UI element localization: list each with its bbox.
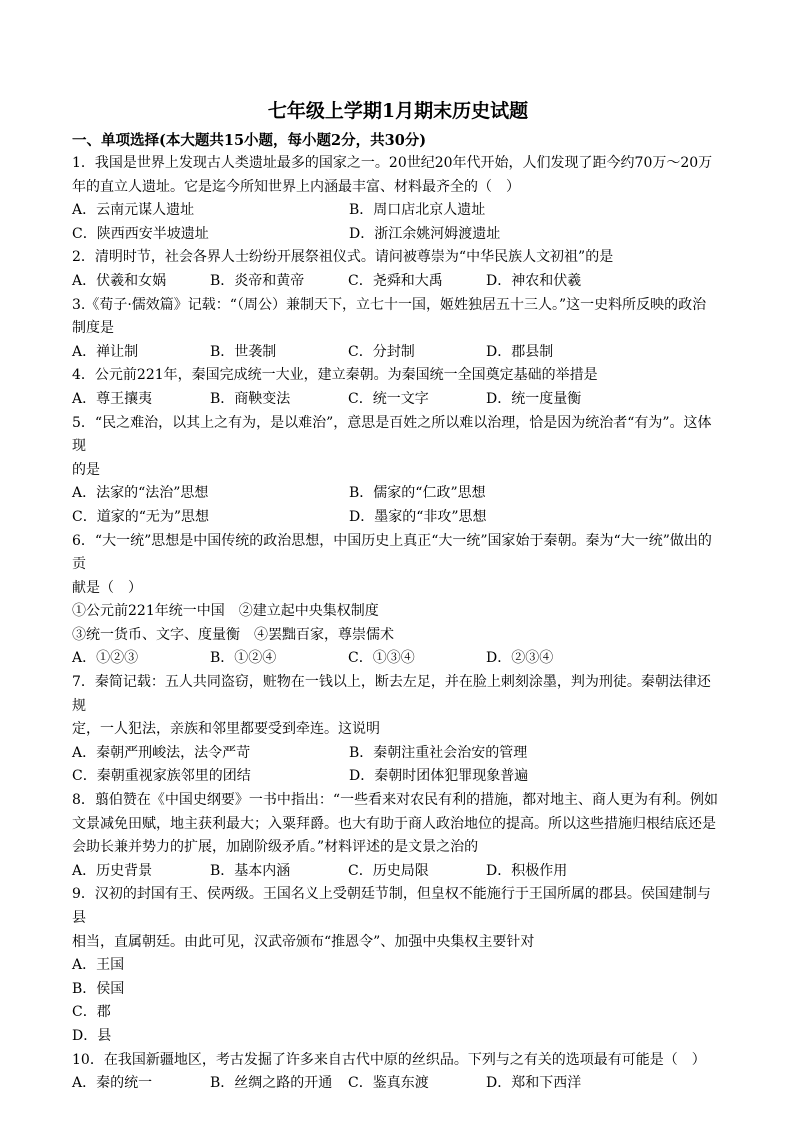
options-row xyxy=(72,647,724,671)
options-row xyxy=(72,860,724,884)
options-row xyxy=(72,223,724,247)
question-7 xyxy=(72,671,724,789)
option-d: D．神农和伏羲 xyxy=(486,272,582,289)
option-c: C．尧舜和大禹 xyxy=(348,272,443,289)
question-4 xyxy=(72,364,724,411)
option-b: B．儒家的“仁政”思想 xyxy=(349,485,486,502)
option-c: C．分封制 xyxy=(348,343,415,360)
question-6 xyxy=(72,530,724,672)
exam-page xyxy=(72,98,724,1096)
statement-line: ③统一货币、文字、度量衡 ④罢黜百家，尊崇儒术 xyxy=(72,626,394,643)
options-row xyxy=(72,482,724,506)
option-d: D．墨家的“非攻”思想 xyxy=(349,508,487,525)
option-b: B．丝绸之路的开通 xyxy=(210,1075,333,1092)
question-stem-line: 会助长兼并势力的扩展，加剧阶级矛盾。”材料评述的是文景之治的 xyxy=(72,839,479,856)
question-stem-line: 制度是 xyxy=(72,320,114,337)
option-b: B．①②④ xyxy=(210,650,277,667)
option-a: A．秦的统一 xyxy=(72,1075,153,1092)
question-stem-line: 献是（ ） xyxy=(72,579,142,596)
option-d: D．浙江余姚河姆渡遗址 xyxy=(349,225,501,242)
option-c: C．秦朝重视家族邻里的团结 xyxy=(72,768,251,785)
question-stem-line: 6．“大一统”思想是中国传统的政治思想，中国历史上真正“大一统”国家始于秦朝。秦为“大一统”做出的贡 xyxy=(72,532,712,573)
option-c: C．郡 xyxy=(72,1004,111,1021)
question-stem-line: 年的直立人遗址。它是迄今所知世界上内涵最丰富、材料最齐全的（ ） xyxy=(72,178,520,195)
option-b: B．世袭制 xyxy=(210,343,277,360)
question-1 xyxy=(72,152,724,246)
question-stem-line: 5．“民之难治，以其上之有为，是以难治”，意思是百姓之所以难以治理，恰是因为统治者“有为”。这体现 xyxy=(72,414,712,455)
option-b: B．秦朝注重社会治安的管理 xyxy=(349,744,528,761)
options-row xyxy=(72,765,724,789)
option-c: C．统一文字 xyxy=(348,390,429,407)
page-title: 七年级上学期1月期末历史试题 xyxy=(267,100,529,122)
question-stem-line: 9．汉初的封国有王、侯两级。王国名义上受朝廷节制，但皇权不能施行于王国所属的郡县。侯国建制与县 xyxy=(72,886,711,926)
question-stem-line: 相当，直属朝廷。由此可见，汉武帝颁布“推恩令”、加强中央集权主要针对 xyxy=(72,933,535,950)
option-d: D．县 xyxy=(72,1027,112,1044)
option-d: D．统一度量衡 xyxy=(486,390,582,407)
option-c: C．道家的“无为”思想 xyxy=(72,508,210,525)
options-row xyxy=(72,506,724,530)
question-8 xyxy=(72,789,724,883)
option-d: D．郑和下西洋 xyxy=(486,1075,582,1092)
option-c: C．①③④ xyxy=(348,650,415,667)
option-a: A．伏羲和女娲 xyxy=(72,272,167,289)
question-stem-line: 8．翦伯赞在《中国史纲要》一书中指出：“一些看来对农民有利的措施，都对地主、商人更为有利。例如 xyxy=(72,792,719,809)
question-10 xyxy=(72,1049,724,1096)
option-c: C．历史局限 xyxy=(348,862,429,879)
question-stem-line: 3.《荀子·儒效篇》记载：“（周公）兼制天下，立七十一国，姬姓独居五十三人。”这一史料所反映的政治 xyxy=(72,296,707,313)
options-row xyxy=(72,341,724,365)
option-d: D．②③④ xyxy=(486,650,554,667)
question-stem-line: 7．秦简记载：五人共同盗窃，赃物在一钱以上，断去左足，并在脸上刺刻涂墨，判为刑徒。秦朝法律还规 xyxy=(72,674,711,714)
question-3 xyxy=(72,294,724,365)
question-9 xyxy=(72,883,724,1048)
options-row xyxy=(72,742,724,766)
question-stem-line: 文景减免田赋，地主获利最大；入粟拜爵。也大有助于商人政治地位的提高。所以这些措施归根结底还是 xyxy=(72,815,716,832)
option-a: A．①②③ xyxy=(72,650,139,667)
options-row xyxy=(72,199,724,223)
option-a: A．秦朝严刑峻法，法令严苛 xyxy=(72,744,251,761)
section-heading: 一、单项选择(本大题共15小题，每小题2分，共30分) xyxy=(72,132,427,149)
question-stem-line: 1．我国是世界上发现古人类遗址最多的国家之一。20世纪20年代开始，人们发现了距今约70万～20万 xyxy=(72,155,713,171)
option-c: C．陕西西安半坡遗址 xyxy=(72,225,209,242)
option-a: A．历史背景 xyxy=(72,862,153,879)
option-d: D．秦朝时团体犯罪现象普遍 xyxy=(349,768,529,785)
statement-line: ①公元前221年统一中国 ②建立起中央集权制度 xyxy=(72,603,379,620)
option-d: D．郡县制 xyxy=(486,343,554,360)
option-b: B．基本内涵 xyxy=(210,862,291,879)
question-stem-line: 2．清明时节，社会各界人士纷纷开展祭祖仪式。请问被尊崇为“中华民族人文初祖”的是 xyxy=(72,249,614,266)
option-b: B．炎帝和黄帝 xyxy=(210,272,305,289)
option-a: A．尊王攘夷 xyxy=(72,390,153,407)
option-a: A．云南元谋人遗址 xyxy=(72,202,195,219)
question-2 xyxy=(72,246,724,293)
option-d: D．积极作用 xyxy=(486,862,568,879)
option-b: B．商鞅变法 xyxy=(210,390,291,407)
option-c: C．鉴真东渡 xyxy=(348,1075,429,1092)
option-a: A．法家的“法治”思想 xyxy=(72,485,209,502)
options-row xyxy=(72,270,724,294)
option-b: B．侯国 xyxy=(72,980,125,997)
question-5 xyxy=(72,412,724,530)
question-stem-line: 定，一人犯法，亲族和邻里都要受到牵连。这说明 xyxy=(72,721,380,738)
question-stem-line: 4．公元前221年，秦国完成统一大业，建立秦朝。为秦国统一全国奠定基础的举措是 xyxy=(72,367,598,384)
option-a: A．王国 xyxy=(72,957,125,974)
question-stem-line: 的是 xyxy=(72,461,100,478)
option-a: A．禅让制 xyxy=(72,343,139,360)
options-row xyxy=(72,388,724,412)
options-row xyxy=(72,1072,724,1096)
option-b: B．周口店北京人遗址 xyxy=(349,202,486,219)
question-stem-line: 10．在我国新疆地区，考古发掘了许多来自古代中原的丝织品。下列与之有关的选项最有可能是（ ） xyxy=(72,1051,706,1068)
